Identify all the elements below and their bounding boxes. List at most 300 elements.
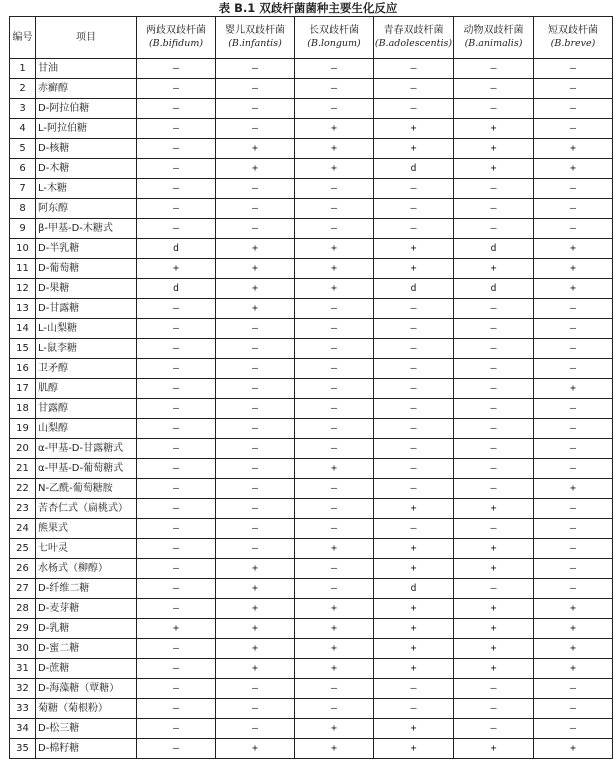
row-number: 16 <box>10 359 36 379</box>
reaction-cell: — <box>454 339 534 359</box>
row-number: 4 <box>10 119 36 139</box>
reaction-cell: — <box>295 559 374 579</box>
reaction-cell: — <box>534 99 613 119</box>
reaction-cell: + <box>216 599 295 619</box>
reaction-cell: — <box>295 319 374 339</box>
item-name: 甘露醇 <box>36 399 137 419</box>
reaction-cell: + <box>295 259 374 279</box>
reaction-cell: + <box>216 239 295 259</box>
header-species: 长双歧杆菌 (B.longum) <box>295 17 374 59</box>
reaction-cell: d <box>454 279 534 299</box>
row-number: 26 <box>10 559 36 579</box>
reaction-cell: + <box>216 619 295 639</box>
reaction-cell: + <box>454 599 534 619</box>
reaction-cell: — <box>374 219 454 239</box>
reaction-cell: + <box>374 659 454 679</box>
reaction-cell: + <box>295 639 374 659</box>
item-name: L-山梨糖 <box>36 319 137 339</box>
row-number: 17 <box>10 379 36 399</box>
row-number: 7 <box>10 179 36 199</box>
table-row <box>10 579 613 599</box>
item-name: 熊果式 <box>36 519 137 539</box>
reaction-cell: — <box>454 459 534 479</box>
reaction-cell: — <box>534 119 613 139</box>
table-row <box>10 79 613 99</box>
table-row <box>10 639 613 659</box>
item-name: D-棉籽糖 <box>36 739 137 759</box>
table-row <box>10 159 613 179</box>
row-number: 35 <box>10 739 36 759</box>
reaction-cell: + <box>374 139 454 159</box>
table-row <box>10 439 613 459</box>
reaction-cell: — <box>295 439 374 459</box>
reaction-cell: — <box>216 479 295 499</box>
reaction-cell: — <box>137 179 216 199</box>
header-species: 婴儿双歧杆菌 (B.infantis) <box>216 17 295 59</box>
reaction-cell: — <box>295 59 374 79</box>
item-name: D-松三糖 <box>36 719 137 739</box>
header-species: 短双歧杆菌 (B.breve) <box>534 17 613 59</box>
row-number: 12 <box>10 279 36 299</box>
row-number: 29 <box>10 619 36 639</box>
reaction-cell: d <box>374 579 454 599</box>
reaction-cell: — <box>295 199 374 219</box>
reaction-cell: — <box>137 519 216 539</box>
reaction-cell: + <box>534 279 613 299</box>
reaction-cell: + <box>534 659 613 679</box>
reaction-cell: — <box>534 319 613 339</box>
reaction-cell: — <box>295 579 374 599</box>
reaction-cell: — <box>216 99 295 119</box>
item-name: D-蜜二糖 <box>36 639 137 659</box>
table-row <box>10 219 613 239</box>
table-row <box>10 59 613 79</box>
reaction-cell: — <box>295 519 374 539</box>
reaction-cell: + <box>295 139 374 159</box>
item-name: D-阿拉伯糖 <box>36 99 137 119</box>
reaction-cell: — <box>295 79 374 99</box>
item-name: 卫矛醇 <box>36 359 137 379</box>
item-name: L-鼠李糖 <box>36 339 137 359</box>
reaction-cell: + <box>216 279 295 299</box>
reaction-cell: — <box>137 679 216 699</box>
item-name: D-纤维二糖 <box>36 579 137 599</box>
reaction-cell: — <box>216 679 295 699</box>
reaction-cell: + <box>216 259 295 279</box>
reaction-cell: — <box>295 299 374 319</box>
reaction-cell: — <box>295 379 374 399</box>
reaction-cell: — <box>216 519 295 539</box>
reaction-cell: — <box>534 179 613 199</box>
biochemical-reaction-table <box>9 16 613 759</box>
row-number: 15 <box>10 339 36 359</box>
header-species: 两歧双歧杆菌 (B.bifidum) <box>137 17 216 59</box>
reaction-cell: — <box>454 199 534 219</box>
reaction-cell: + <box>534 259 613 279</box>
reaction-cell: + <box>534 639 613 659</box>
row-number: 6 <box>10 159 36 179</box>
reaction-cell: — <box>216 379 295 399</box>
reaction-cell: — <box>216 199 295 219</box>
table-row <box>10 499 613 519</box>
reaction-cell: — <box>454 439 534 459</box>
reaction-cell: — <box>534 679 613 699</box>
table-caption: 表 B.1 双歧杆菌菌种主要生化反应 <box>218 1 398 15</box>
table-row <box>10 699 613 719</box>
reaction-cell: + <box>216 299 295 319</box>
reaction-cell: + <box>534 379 613 399</box>
table-row <box>10 479 613 499</box>
reaction-cell: — <box>374 319 454 339</box>
reaction-cell: d <box>374 279 454 299</box>
reaction-cell: — <box>534 579 613 599</box>
reaction-cell: — <box>374 199 454 219</box>
table-row <box>10 399 613 419</box>
table-row <box>10 719 613 739</box>
reaction-cell: + <box>295 239 374 259</box>
reaction-cell: + <box>216 159 295 179</box>
reaction-cell: — <box>534 79 613 99</box>
row-number: 28 <box>10 599 36 619</box>
row-number: 21 <box>10 459 36 479</box>
row-number: 2 <box>10 79 36 99</box>
row-number: 31 <box>10 659 36 679</box>
reaction-cell: — <box>137 359 216 379</box>
reaction-cell: + <box>454 559 534 579</box>
reaction-cell: — <box>137 579 216 599</box>
reaction-cell: + <box>295 599 374 619</box>
reaction-cell: — <box>454 699 534 719</box>
reaction-cell: — <box>454 519 534 539</box>
reaction-cell: — <box>454 219 534 239</box>
reaction-cell: + <box>137 619 216 639</box>
row-number: 20 <box>10 439 36 459</box>
reaction-cell: + <box>216 659 295 679</box>
reaction-cell: — <box>454 479 534 499</box>
row-number: 9 <box>10 219 36 239</box>
reaction-cell: + <box>295 279 374 299</box>
reaction-cell: — <box>216 339 295 359</box>
reaction-cell: + <box>137 259 216 279</box>
reaction-cell: — <box>137 219 216 239</box>
reaction-cell: — <box>454 719 534 739</box>
reaction-cell: — <box>534 459 613 479</box>
reaction-cell: — <box>295 419 374 439</box>
item-name: D-木糖 <box>36 159 137 179</box>
reaction-cell: + <box>454 539 534 559</box>
row-number: 18 <box>10 399 36 419</box>
row-number: 32 <box>10 679 36 699</box>
reaction-cell: — <box>454 319 534 339</box>
row-number: 23 <box>10 499 36 519</box>
reaction-cell: — <box>454 59 534 79</box>
reaction-cell: — <box>137 59 216 79</box>
reaction-cell: + <box>454 499 534 519</box>
row-number: 11 <box>10 259 36 279</box>
table-row <box>10 519 613 539</box>
reaction-cell: — <box>534 339 613 359</box>
reaction-cell: — <box>374 399 454 419</box>
item-name: D-葡萄糖 <box>36 259 137 279</box>
row-number: 14 <box>10 319 36 339</box>
reaction-cell: + <box>295 539 374 559</box>
reaction-cell: — <box>137 419 216 439</box>
reaction-cell: — <box>454 99 534 119</box>
reaction-cell: — <box>374 699 454 719</box>
reaction-cell: — <box>216 179 295 199</box>
reaction-cell: — <box>137 639 216 659</box>
reaction-cell: — <box>374 179 454 199</box>
header-species: 青春双歧杆菌 (B.adolescentis) <box>374 17 454 59</box>
row-number: 27 <box>10 579 36 599</box>
reaction-cell: — <box>295 99 374 119</box>
reaction-cell: — <box>454 379 534 399</box>
item-name: D-半乳糖 <box>36 239 137 259</box>
item-name: 肌醇 <box>36 379 137 399</box>
table-row <box>10 179 613 199</box>
reaction-cell: + <box>454 659 534 679</box>
reaction-cell: — <box>534 539 613 559</box>
row-number: 19 <box>10 419 36 439</box>
reaction-cell: — <box>374 419 454 439</box>
reaction-cell: — <box>216 539 295 559</box>
row-number: 34 <box>10 719 36 739</box>
table-row <box>10 359 613 379</box>
reaction-cell: + <box>374 239 454 259</box>
reaction-cell: — <box>137 479 216 499</box>
reaction-cell: — <box>216 359 295 379</box>
reaction-cell: — <box>374 359 454 379</box>
reaction-cell: + <box>534 139 613 159</box>
reaction-cell: + <box>374 499 454 519</box>
reaction-cell: — <box>374 299 454 319</box>
reaction-cell: — <box>216 119 295 139</box>
item-name: D-乳糖 <box>36 619 137 639</box>
table-row <box>10 299 613 319</box>
reaction-cell: — <box>534 559 613 579</box>
reaction-cell: — <box>454 579 534 599</box>
reaction-cell: — <box>534 59 613 79</box>
item-name: L-阿拉伯糖 <box>36 119 137 139</box>
table-row <box>10 679 613 699</box>
reaction-cell: — <box>374 79 454 99</box>
reaction-cell: — <box>534 419 613 439</box>
reaction-cell: — <box>216 719 295 739</box>
reaction-cell: — <box>374 99 454 119</box>
reaction-cell: — <box>374 339 454 359</box>
reaction-cell: — <box>295 219 374 239</box>
header-no: 编号 <box>10 17 36 59</box>
header-row <box>10 17 613 59</box>
item-name: 甘油 <box>36 59 137 79</box>
reaction-cell: + <box>374 619 454 639</box>
header-item: 项目 <box>36 17 137 59</box>
reaction-cell: — <box>534 499 613 519</box>
reaction-cell: — <box>534 299 613 319</box>
reaction-cell: — <box>137 699 216 719</box>
reaction-cell: + <box>374 559 454 579</box>
reaction-cell: + <box>534 159 613 179</box>
reaction-cell: — <box>374 459 454 479</box>
reaction-cell: — <box>295 179 374 199</box>
reaction-cell: — <box>137 459 216 479</box>
row-number: 25 <box>10 539 36 559</box>
reaction-cell: — <box>137 119 216 139</box>
reaction-cell: + <box>216 139 295 159</box>
reaction-cell: — <box>454 299 534 319</box>
reaction-cell: — <box>137 539 216 559</box>
table-row <box>10 239 613 259</box>
reaction-cell: — <box>137 399 216 419</box>
reaction-cell: d <box>137 239 216 259</box>
reaction-cell: — <box>534 519 613 539</box>
row-number: 22 <box>10 479 36 499</box>
row-number: 30 <box>10 639 36 659</box>
reaction-cell: — <box>374 379 454 399</box>
reaction-cell: — <box>137 139 216 159</box>
reaction-cell: — <box>137 339 216 359</box>
table-row <box>10 199 613 219</box>
reaction-cell: + <box>374 119 454 139</box>
item-name: 七叶灵 <box>36 539 137 559</box>
reaction-cell: — <box>374 479 454 499</box>
reaction-cell: — <box>374 679 454 699</box>
reaction-cell: — <box>534 439 613 459</box>
reaction-cell: + <box>374 639 454 659</box>
table-row <box>10 339 613 359</box>
item-name: D-果糖 <box>36 279 137 299</box>
reaction-cell: — <box>216 59 295 79</box>
table-row <box>10 559 613 579</box>
table-row <box>10 539 613 559</box>
reaction-cell: — <box>137 439 216 459</box>
reaction-cell: — <box>454 679 534 699</box>
item-name: D-蔗糖 <box>36 659 137 679</box>
reaction-cell: + <box>216 739 295 759</box>
reaction-cell: — <box>216 459 295 479</box>
row-number: 5 <box>10 139 36 159</box>
reaction-cell: + <box>534 619 613 639</box>
reaction-cell: — <box>216 79 295 99</box>
reaction-cell: + <box>295 739 374 759</box>
reaction-cell: — <box>295 359 374 379</box>
reaction-cell: — <box>534 199 613 219</box>
row-number: 1 <box>10 59 36 79</box>
reaction-cell: — <box>374 439 454 459</box>
table-row <box>10 139 613 159</box>
table-row <box>10 739 613 759</box>
reaction-cell: — <box>454 359 534 379</box>
reaction-cell: — <box>216 499 295 519</box>
table-row <box>10 659 613 679</box>
item-name: α-甲基-D-甘露糖式 <box>36 439 137 459</box>
reaction-cell: + <box>454 639 534 659</box>
item-name: β-甲基-D-木糖式 <box>36 219 137 239</box>
item-name: 菊糖（菊根粉） <box>36 699 137 719</box>
reaction-cell: — <box>137 739 216 759</box>
reaction-cell: — <box>295 479 374 499</box>
reaction-cell: + <box>534 739 613 759</box>
reaction-cell: — <box>137 499 216 519</box>
reaction-cell: — <box>137 719 216 739</box>
reaction-cell: + <box>295 719 374 739</box>
table-row <box>10 459 613 479</box>
reaction-cell: + <box>454 139 534 159</box>
table-row <box>10 319 613 339</box>
reaction-cell: — <box>295 699 374 719</box>
reaction-cell: — <box>216 319 295 339</box>
item-name: D-核糖 <box>36 139 137 159</box>
reaction-cell: — <box>295 679 374 699</box>
reaction-cell: + <box>216 579 295 599</box>
reaction-cell: — <box>216 699 295 719</box>
reaction-cell: d <box>374 159 454 179</box>
reaction-cell: + <box>216 639 295 659</box>
table-row <box>10 279 613 299</box>
reaction-cell: d <box>454 239 534 259</box>
item-name: D-海藻糖（覃糖） <box>36 679 137 699</box>
reaction-cell: — <box>137 559 216 579</box>
reaction-cell: + <box>216 559 295 579</box>
reaction-cell: — <box>216 399 295 419</box>
item-name: 山梨醇 <box>36 419 137 439</box>
reaction-cell: — <box>137 319 216 339</box>
reaction-cell: + <box>534 239 613 259</box>
item-name: 水杨式（柳醇） <box>36 559 137 579</box>
reaction-cell: — <box>295 499 374 519</box>
reaction-cell: + <box>454 259 534 279</box>
reaction-cell: + <box>534 599 613 619</box>
reaction-cell: — <box>137 599 216 619</box>
item-name: D-甘露糖 <box>36 299 137 319</box>
item-name: N-乙酰-葡萄糖胺 <box>36 479 137 499</box>
reaction-cell: — <box>137 199 216 219</box>
item-name: 赤癣醇 <box>36 79 137 99</box>
reaction-cell: — <box>454 399 534 419</box>
reaction-cell: — <box>374 59 454 79</box>
reaction-cell: + <box>295 119 374 139</box>
row-number: 3 <box>10 99 36 119</box>
reaction-cell: + <box>374 599 454 619</box>
reaction-cell: — <box>216 439 295 459</box>
reaction-cell: — <box>216 219 295 239</box>
header-species: 动物双歧杆菌 (B.animalis) <box>454 17 534 59</box>
reaction-cell: + <box>374 719 454 739</box>
row-number: 33 <box>10 699 36 719</box>
reaction-cell: — <box>137 659 216 679</box>
table-row <box>10 99 613 119</box>
item-name: α-甲基-D-葡萄糖式 <box>36 459 137 479</box>
reaction-cell: — <box>137 299 216 319</box>
reaction-cell: — <box>295 339 374 359</box>
reaction-cell: + <box>454 159 534 179</box>
row-number: 13 <box>10 299 36 319</box>
item-name: L-木糖 <box>36 179 137 199</box>
row-number: 24 <box>10 519 36 539</box>
reaction-cell: — <box>534 399 613 419</box>
reaction-cell: + <box>374 739 454 759</box>
reaction-cell: — <box>137 79 216 99</box>
table-row <box>10 599 613 619</box>
reaction-cell: — <box>216 419 295 439</box>
row-number: 10 <box>10 239 36 259</box>
reaction-cell: — <box>137 379 216 399</box>
reaction-cell: — <box>374 519 454 539</box>
reaction-cell: — <box>454 179 534 199</box>
reaction-cell: + <box>295 619 374 639</box>
item-name: 阿东醇 <box>36 199 137 219</box>
reaction-cell: + <box>454 119 534 139</box>
